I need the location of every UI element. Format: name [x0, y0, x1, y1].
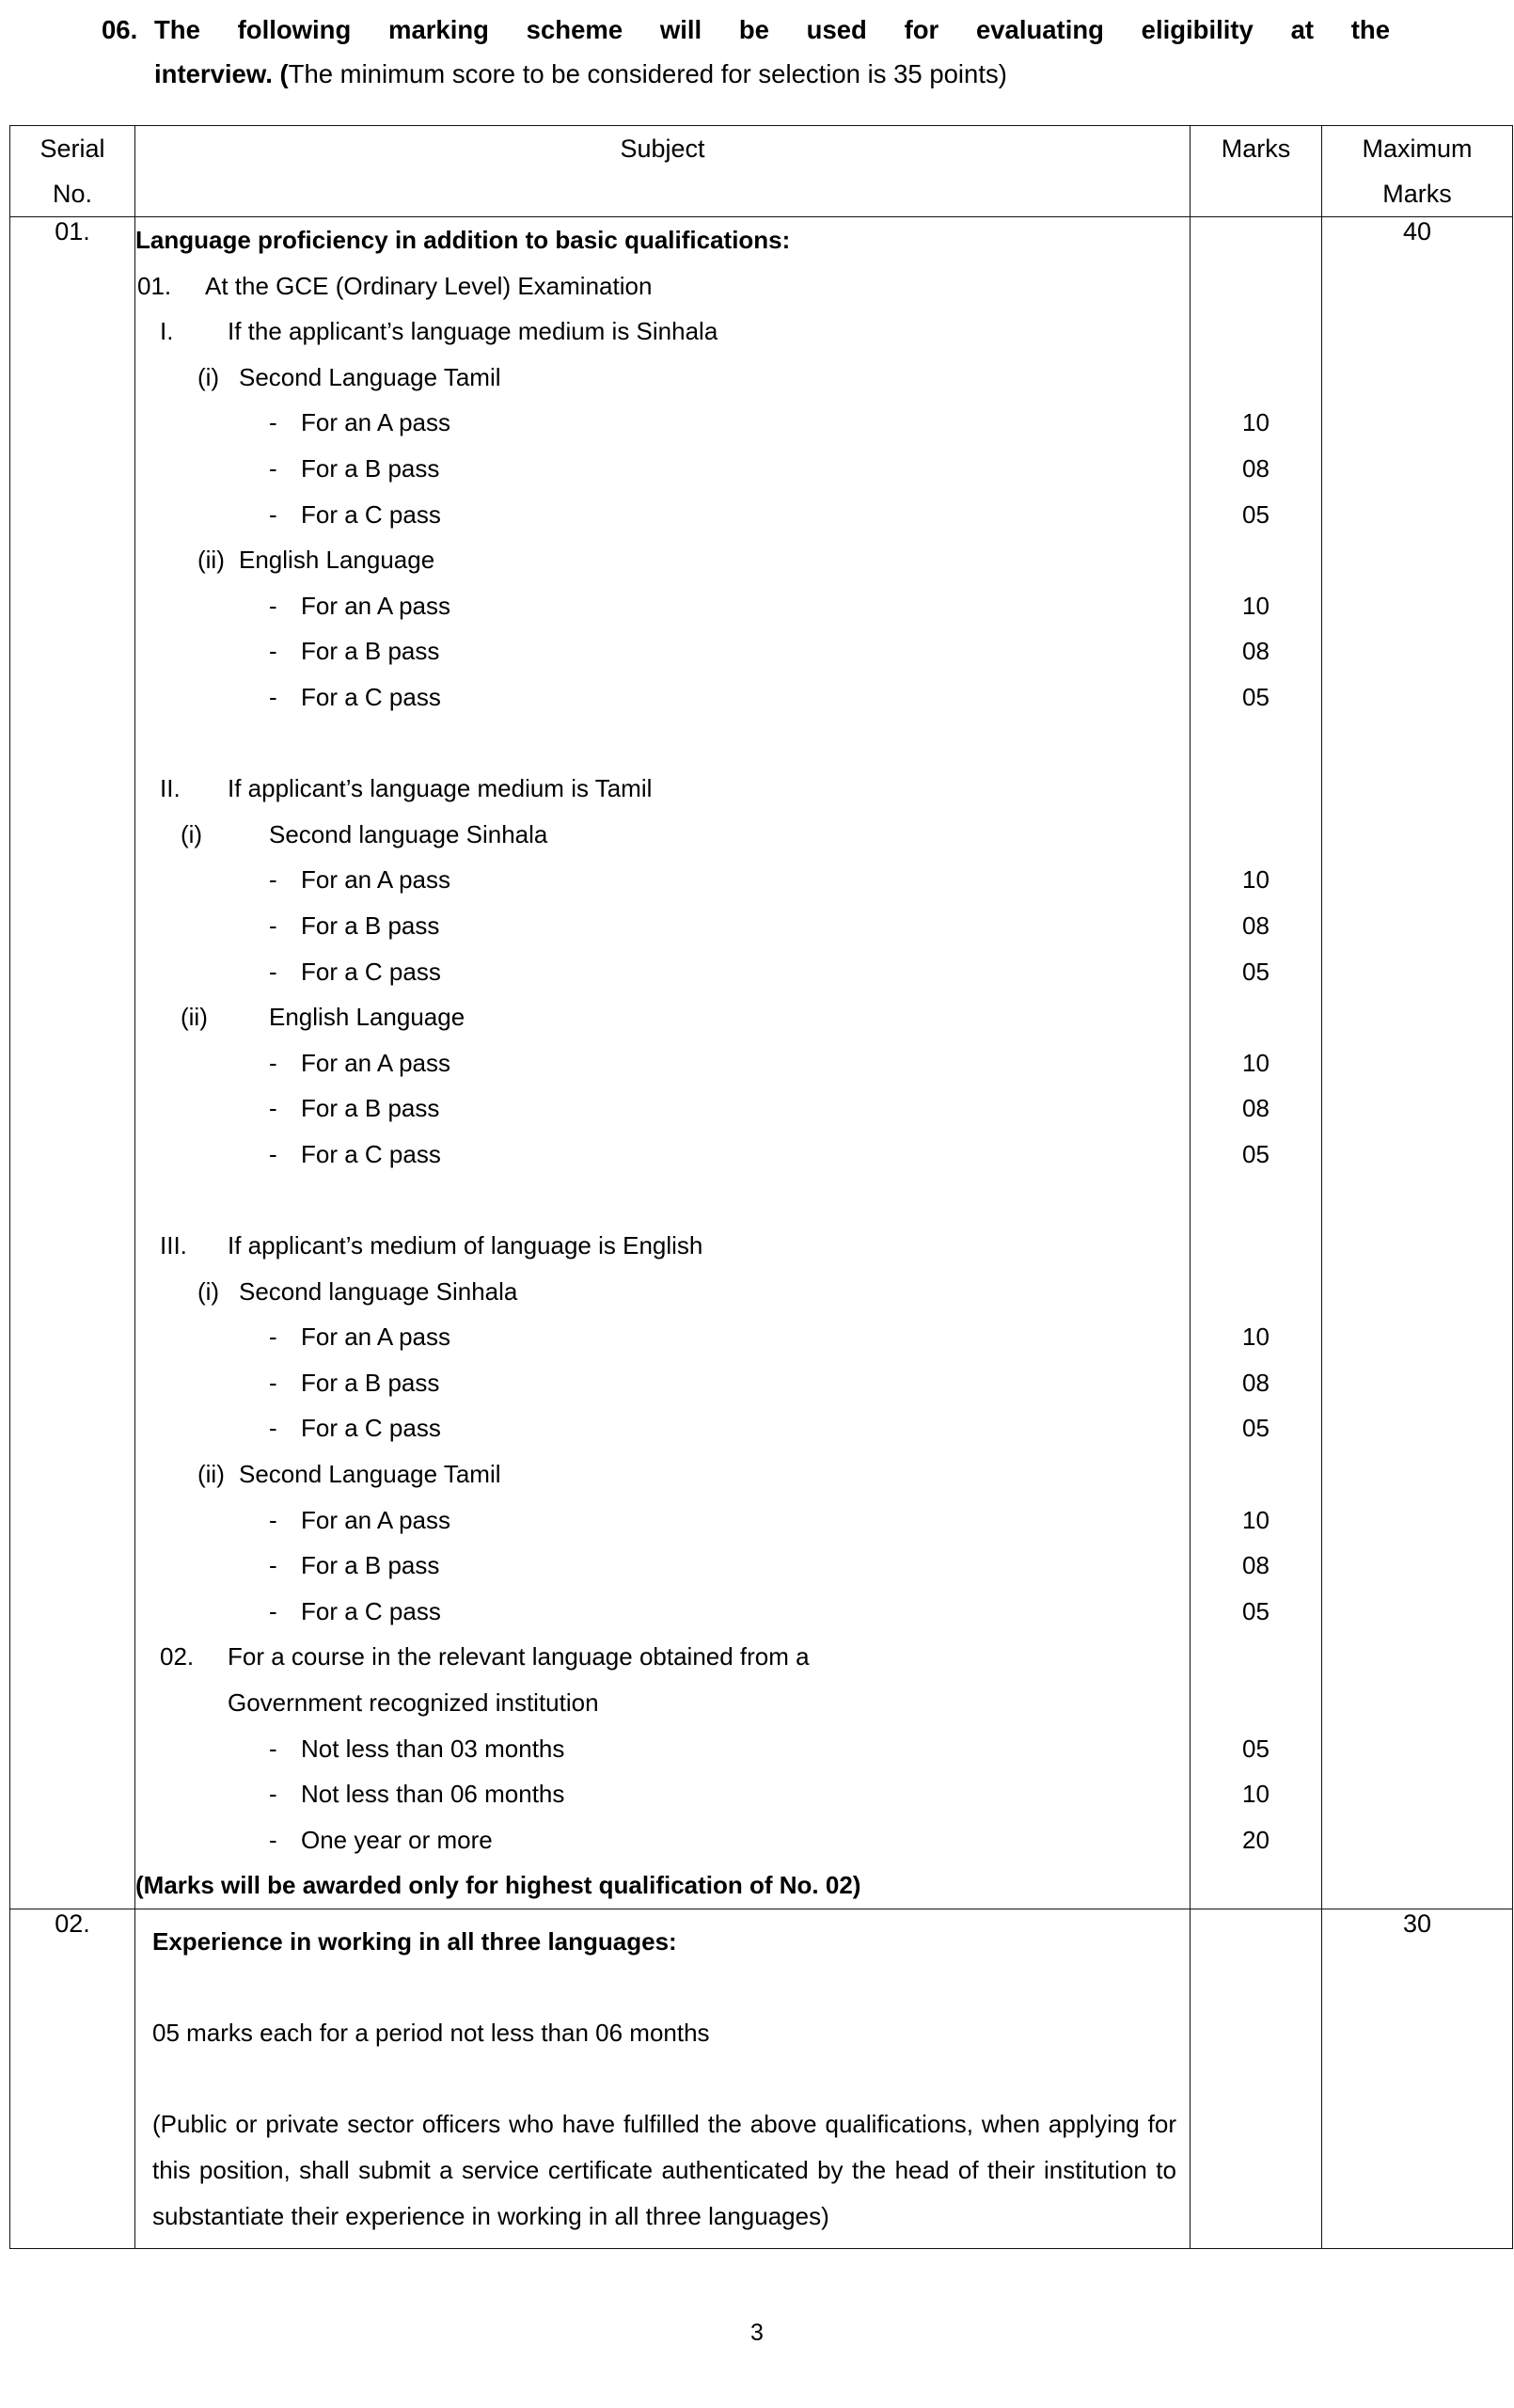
section-III-label: III.	[160, 1231, 187, 1260]
marks-spacer	[1191, 1223, 1321, 1269]
heading-line-2-bold: interview. (	[154, 59, 289, 88]
row-maximum-marks: 40	[1322, 217, 1513, 1909]
row-subject-block	[135, 1909, 1190, 2248]
row-serial-number: 02.	[10, 1909, 135, 2248]
group-III-ii-text: Second Language Tamil	[239, 1460, 501, 1489]
entry-dash: -	[269, 1551, 277, 1580]
entry-text: Not less than 06 months	[301, 1780, 565, 1809]
item-01-text: At the GCE (Ordinary Level) Examination	[205, 271, 653, 300]
marks-spacer	[1191, 1269, 1321, 1315]
row-title: Language proficiency in addition to basic qualifications:	[135, 226, 791, 254]
section-III-text: If applicant’s medium of language is English	[228, 1231, 703, 1260]
entry-text: For an A pass	[301, 865, 450, 895]
entry-dash: -	[269, 499, 277, 529]
section-heading	[102, 8, 1390, 96]
group-I-ii-text: English Language	[239, 546, 435, 575]
marks-spacer	[1191, 1451, 1321, 1497]
entry-text: For an A pass	[301, 408, 450, 437]
heading-body	[154, 8, 1390, 96]
mark-value: 10	[1242, 408, 1270, 437]
entry	[135, 674, 1190, 721]
section-I	[135, 309, 1190, 355]
mark-value: 05	[1242, 1414, 1270, 1443]
table-body	[10, 217, 1513, 2249]
entry-text: For an A pass	[301, 1048, 450, 1077]
mark-value: 10	[1242, 1780, 1270, 1809]
entry-text: For a C pass	[301, 957, 441, 986]
section-I-label: I.	[160, 317, 174, 346]
entry-text: For an A pass	[301, 591, 450, 620]
column-header-maximum-marks	[1322, 126, 1513, 217]
entry-text: For a B pass	[301, 911, 440, 940]
entry	[135, 492, 1190, 538]
spacer	[135, 1177, 1190, 1223]
entry-text: For an A pass	[301, 1323, 450, 1352]
heading-line-2-normal: The minimum score to be considered for selection is 35 points)	[288, 59, 1007, 88]
group-I-i-label: (i)	[197, 362, 220, 391]
entry-dash: -	[269, 1368, 277, 1397]
marks-spacer	[1191, 721, 1321, 767]
entry	[135, 949, 1190, 995]
entry-text: For a C pass	[301, 499, 441, 529]
group-II-i-label: (i)	[181, 819, 203, 848]
entry-dash: -	[269, 1825, 277, 1854]
entry-dash: -	[269, 637, 277, 666]
section-II-label: II.	[160, 774, 181, 803]
item-02-label: 02.	[160, 1642, 195, 1671]
marks-spacer	[1191, 355, 1321, 401]
marks-spacer	[1191, 1177, 1321, 1223]
entry	[135, 583, 1190, 629]
entry-text: For a B pass	[301, 1368, 440, 1397]
entry-dash: -	[269, 957, 277, 986]
mark-value: 08	[1242, 1094, 1270, 1123]
mark-value: 05	[1242, 1596, 1270, 1625]
entry-text: For an A pass	[301, 1505, 450, 1534]
row-maximum-marks: 30	[1322, 1909, 1513, 2248]
group-II-i-text: Second language Sinhala	[269, 819, 548, 848]
entry	[135, 1726, 1190, 1772]
group-I-i	[135, 355, 1190, 401]
marks-spacer	[1191, 217, 1321, 263]
column-header-subject	[135, 126, 1191, 217]
mark-value: 05	[1242, 1139, 1270, 1168]
spacer	[135, 721, 1190, 767]
entry	[135, 1040, 1190, 1086]
row-paragraph-1: 05 marks each for a period not less than 06 months	[152, 2019, 710, 2048]
paragraph-spacer	[152, 2056, 1176, 2102]
mark-value: 08	[1242, 637, 1270, 666]
column-header-serial	[10, 126, 135, 217]
row-footnote: (Marks will be awarded only for highest qualification of No. 02)	[135, 1871, 861, 1900]
table-row	[10, 1909, 1513, 2248]
entry-dash: -	[269, 865, 277, 895]
entry-text: For a B pass	[301, 453, 440, 483]
marks-spacer	[1191, 537, 1321, 583]
entry-dash: -	[269, 1323, 277, 1352]
row-marks-column	[1191, 217, 1322, 1909]
entry	[135, 628, 1190, 674]
entry-dash: -	[269, 1505, 277, 1534]
group-III-ii	[135, 1451, 1190, 1497]
row-marks-column	[1191, 1909, 1322, 2248]
entry-dash: -	[269, 1094, 277, 1123]
item-02-continued	[135, 1680, 1190, 1726]
item-02-line2: Government recognized institution	[228, 1688, 599, 1717]
mark-value: 20	[1242, 1825, 1270, 1854]
row-title: Experience in working in all three languages:	[152, 1926, 677, 1956]
entry	[135, 1817, 1190, 1863]
marks-spacer	[1191, 309, 1321, 355]
entry	[135, 1405, 1190, 1451]
entry	[135, 400, 1190, 446]
mark-value: 05	[1242, 682, 1270, 711]
group-II-ii-text: English Language	[269, 1003, 465, 1032]
heading-line-1: The following marking scheme will be used for evaluating eligibility at the	[154, 15, 1390, 44]
entry	[135, 446, 1190, 492]
entry-dash: -	[269, 1048, 277, 1077]
table-row	[10, 217, 1513, 1909]
group-II-i	[135, 812, 1190, 858]
section-III	[135, 1223, 1190, 1269]
mark-value: 05	[1242, 1734, 1270, 1763]
entry-dash: -	[269, 1596, 277, 1625]
mark-value: 10	[1242, 1323, 1270, 1352]
column-header-serial-line1: Serial	[39, 135, 105, 163]
entry-text: For a B pass	[301, 1094, 440, 1123]
group-II-ii-label: (ii)	[181, 1003, 208, 1032]
entry	[135, 903, 1190, 949]
section-II	[135, 766, 1190, 812]
row-serial-number: 01.	[10, 217, 135, 1909]
entry-text: For a C pass	[301, 682, 441, 711]
table-header	[10, 126, 1513, 217]
entry-text: For a C pass	[301, 1139, 441, 1168]
entry-text: For a B pass	[301, 1551, 440, 1580]
group-I-i-text: Second Language Tamil	[239, 362, 501, 391]
entry-text: For a C pass	[301, 1596, 441, 1625]
table-header-row	[10, 126, 1513, 217]
item-01	[135, 263, 1190, 309]
marks-spacer	[1191, 263, 1321, 309]
section-I-text: If the applicant’s language medium is Sinhala	[228, 317, 718, 346]
heading-row	[102, 8, 1390, 96]
marks-spacer	[1191, 812, 1321, 858]
group-I-ii	[135, 537, 1190, 583]
marks-spacer	[1191, 766, 1321, 812]
entry	[135, 1314, 1190, 1360]
row-subject-content	[135, 217, 1191, 1909]
entry-dash: -	[269, 1139, 277, 1168]
entry-dash: -	[269, 1780, 277, 1809]
column-header-maximum-line2: Marks	[1382, 180, 1452, 208]
group-III-i-label: (i)	[197, 1276, 220, 1306]
entry-dash: -	[269, 682, 277, 711]
marks-spacer	[1191, 994, 1321, 1040]
mark-value: 10	[1242, 1048, 1270, 1077]
mark-value: 10	[1242, 1505, 1270, 1534]
entry-text: For a B pass	[301, 637, 440, 666]
entry-text: For a C pass	[301, 1414, 441, 1443]
group-II-ii	[135, 994, 1190, 1040]
row-paragraph-2: (Public or private sector officers who have fulfilled the above qualifications, when applying for this position, shall submit a service certificate authenticated by the head of their institution to substantiate their experience in working in all three languages)	[152, 2110, 1176, 2230]
entry	[135, 1360, 1190, 1406]
column-header-subject-label: Subject	[620, 135, 705, 163]
mark-value: 05	[1242, 957, 1270, 986]
heading-number: 06.	[102, 15, 138, 44]
entry-text: Not less than 03 months	[301, 1734, 565, 1763]
entry	[135, 1132, 1190, 1178]
marks-spacer	[1191, 1680, 1321, 1726]
group-III-i	[135, 1269, 1190, 1315]
mark-value: 10	[1242, 865, 1270, 895]
entry-dash: -	[269, 1414, 277, 1443]
marks-spacer	[1191, 1634, 1321, 1680]
item-02-line1: For a course in the relevant language obtained from a	[228, 1642, 810, 1671]
entry-text: One year or more	[301, 1825, 493, 1854]
group-III-i-text: Second language Sinhala	[239, 1276, 518, 1306]
mark-value: 08	[1242, 911, 1270, 940]
entry-dash: -	[269, 911, 277, 940]
page-number: 3	[750, 2320, 764, 2346]
entry	[135, 857, 1190, 903]
entry	[135, 1589, 1190, 1635]
mark-value: 05	[1242, 499, 1270, 529]
entry-dash: -	[269, 1734, 277, 1763]
item-01-label: 01.	[137, 271, 172, 300]
section-II-text: If applicant’s language medium is Tamil	[228, 774, 653, 803]
column-header-serial-line2: No.	[52, 180, 93, 208]
mark-value: 08	[1242, 1368, 1270, 1397]
column-header-marks	[1191, 126, 1322, 217]
entry	[135, 1497, 1190, 1544]
entry-dash: -	[269, 408, 277, 437]
entry	[135, 1543, 1190, 1589]
column-header-marks-label: Marks	[1221, 135, 1291, 163]
entry	[135, 1771, 1190, 1817]
entry	[135, 1085, 1190, 1132]
mark-value: 08	[1242, 1551, 1270, 1580]
group-I-ii-label: (ii)	[197, 546, 225, 575]
row-subject-content	[135, 1909, 1191, 2248]
paragraph-spacer	[152, 1965, 1176, 2011]
mark-value: 08	[1242, 453, 1270, 483]
entry-dash: -	[269, 591, 277, 620]
group-III-ii-label: (ii)	[197, 1460, 225, 1489]
mark-value: 10	[1242, 591, 1270, 620]
entry-dash: -	[269, 453, 277, 483]
item-02	[135, 1634, 1190, 1680]
heading-line-2	[154, 52, 1390, 96]
column-header-maximum-line1: Maximum	[1362, 135, 1473, 163]
marking-scheme-table	[9, 125, 1513, 2249]
